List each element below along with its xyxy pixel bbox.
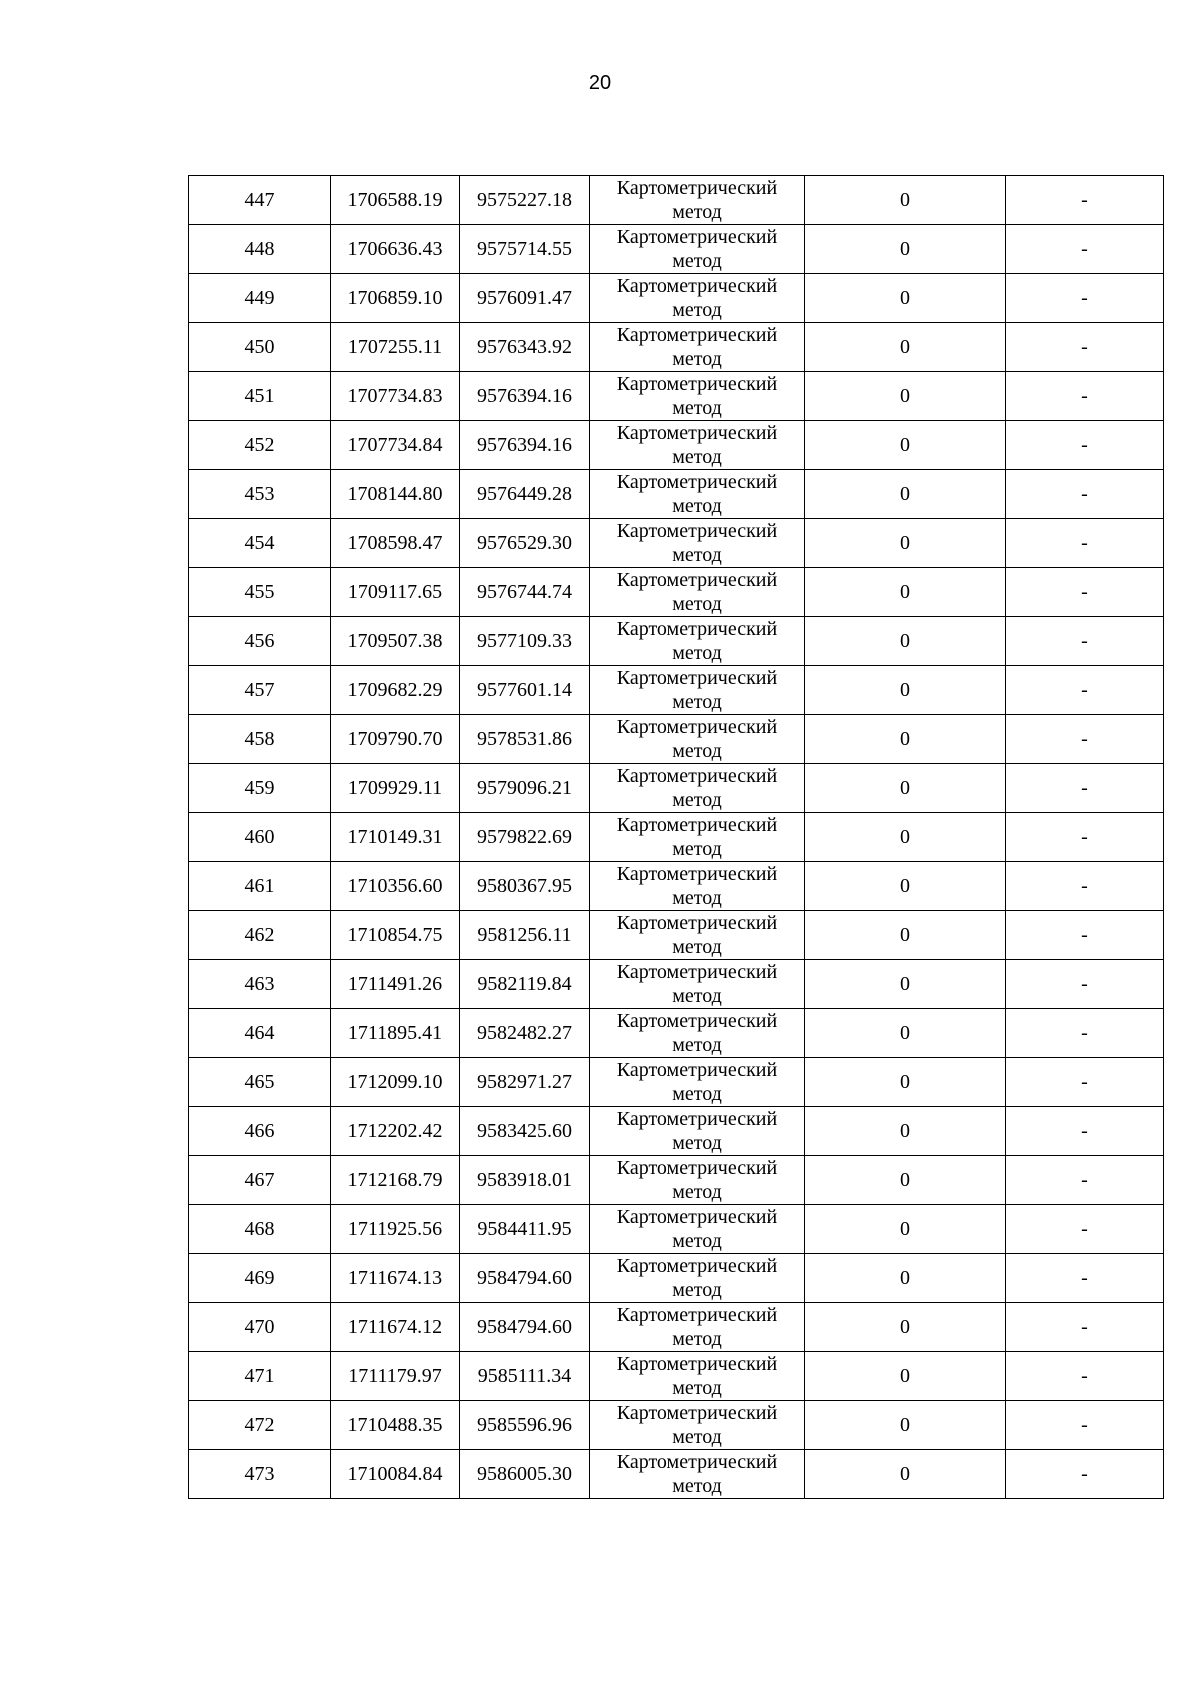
method-cell: Картометрический метод [590,323,805,372]
error-cell: 0 [805,911,1006,960]
point-number-cell: 472 [189,1401,331,1450]
x-coordinate-cell: 1709790.70 [331,715,460,764]
table-row [189,1205,1164,1254]
y-coordinate-cell: 9575714.55 [460,225,590,274]
y-coordinate-cell: 9584411.95 [460,1205,590,1254]
table-row [189,421,1164,470]
method-cell: Картометрический метод [590,1107,805,1156]
method-cell: Картометрический метод [590,764,805,813]
x-coordinate-cell: 1709507.38 [331,617,460,666]
table-row [189,568,1164,617]
method-cell: Картометрический метод [590,862,805,911]
error-cell: 0 [805,568,1006,617]
point-number-cell: 455 [189,568,331,617]
error-cell: 0 [805,421,1006,470]
x-coordinate-cell: 1710149.31 [331,813,460,862]
y-coordinate-cell: 9583425.60 [460,1107,590,1156]
note-cell: - [1006,274,1164,323]
error-cell: 0 [805,225,1006,274]
method-cell: Картометрический метод [590,666,805,715]
method-cell: Картометрический метод [590,568,805,617]
table-row [189,1450,1164,1499]
point-number-cell: 452 [189,421,331,470]
point-number-cell: 456 [189,617,331,666]
table-row [189,764,1164,813]
x-coordinate-cell: 1708144.80 [331,470,460,519]
table-body [189,176,1164,1499]
coordinates-table [188,175,1164,1499]
table-row [189,519,1164,568]
method-cell: Картометрический метод [590,519,805,568]
table-row [189,862,1164,911]
point-number-cell: 469 [189,1254,331,1303]
error-cell: 0 [805,960,1006,1009]
point-number-cell: 451 [189,372,331,421]
table-row [189,1009,1164,1058]
method-cell: Картометрический метод [590,1303,805,1352]
point-number-cell: 468 [189,1205,331,1254]
error-cell: 0 [805,1009,1006,1058]
error-cell: 0 [805,1107,1006,1156]
point-number-cell: 450 [189,323,331,372]
note-cell: - [1006,1450,1164,1499]
x-coordinate-cell: 1707734.84 [331,421,460,470]
y-coordinate-cell: 9576394.16 [460,421,590,470]
x-coordinate-cell: 1710084.84 [331,1450,460,1499]
point-number-cell: 463 [189,960,331,1009]
note-cell: - [1006,813,1164,862]
point-number-cell: 457 [189,666,331,715]
y-coordinate-cell: 9579096.21 [460,764,590,813]
note-cell: - [1006,225,1164,274]
note-cell: - [1006,715,1164,764]
note-cell: - [1006,1156,1164,1205]
x-coordinate-cell: 1712099.10 [331,1058,460,1107]
x-coordinate-cell: 1712202.42 [331,1107,460,1156]
y-coordinate-cell: 9577601.14 [460,666,590,715]
method-cell: Картометрический метод [590,470,805,519]
table-row [189,225,1164,274]
x-coordinate-cell: 1711895.41 [331,1009,460,1058]
y-coordinate-cell: 9575227.18 [460,176,590,225]
error-cell: 0 [805,372,1006,421]
x-coordinate-cell: 1710488.35 [331,1401,460,1450]
note-cell: - [1006,519,1164,568]
point-number-cell: 454 [189,519,331,568]
table-row [189,1401,1164,1450]
x-coordinate-cell: 1711674.13 [331,1254,460,1303]
point-number-cell: 460 [189,813,331,862]
point-number-cell: 471 [189,1352,331,1401]
error-cell: 0 [805,1303,1006,1352]
method-cell: Картометрический метод [590,1401,805,1450]
y-coordinate-cell: 9582971.27 [460,1058,590,1107]
error-cell: 0 [805,1450,1006,1499]
method-cell: Картометрический метод [590,1156,805,1205]
y-coordinate-cell: 9576091.47 [460,274,590,323]
error-cell: 0 [805,862,1006,911]
point-number-cell: 470 [189,1303,331,1352]
page-number: 20 [588,72,612,94]
y-coordinate-cell: 9578531.86 [460,715,590,764]
error-cell: 0 [805,617,1006,666]
point-number-cell: 464 [189,1009,331,1058]
table-row [189,1058,1164,1107]
point-number-cell: 466 [189,1107,331,1156]
note-cell: - [1006,1107,1164,1156]
x-coordinate-cell: 1711491.26 [331,960,460,1009]
y-coordinate-cell: 9584794.60 [460,1303,590,1352]
y-coordinate-cell: 9576449.28 [460,470,590,519]
y-coordinate-cell: 9576394.16 [460,372,590,421]
error-cell: 0 [805,1401,1006,1450]
method-cell: Картометрический метод [590,1058,805,1107]
table-row [189,960,1164,1009]
method-cell: Картометрический метод [590,960,805,1009]
y-coordinate-cell: 9585596.96 [460,1401,590,1450]
table-row [189,666,1164,715]
note-cell: - [1006,470,1164,519]
method-cell: Картометрический метод [590,911,805,960]
y-coordinate-cell: 9576529.30 [460,519,590,568]
error-cell: 0 [805,764,1006,813]
error-cell: 0 [805,274,1006,323]
method-cell: Картометрический метод [590,421,805,470]
note-cell: - [1006,1058,1164,1107]
table-row [189,470,1164,519]
error-cell: 0 [805,470,1006,519]
x-coordinate-cell: 1711674.12 [331,1303,460,1352]
method-cell: Картометрический метод [590,372,805,421]
error-cell: 0 [805,666,1006,715]
y-coordinate-cell: 9584794.60 [460,1254,590,1303]
note-cell: - [1006,960,1164,1009]
x-coordinate-cell: 1709682.29 [331,666,460,715]
note-cell: - [1006,1254,1164,1303]
note-cell: - [1006,862,1164,911]
point-number-cell: 473 [189,1450,331,1499]
point-number-cell: 462 [189,911,331,960]
method-cell: Картометрический метод [590,274,805,323]
x-coordinate-cell: 1707734.83 [331,372,460,421]
x-coordinate-cell: 1706859.10 [331,274,460,323]
table-row [189,176,1164,225]
table-row [189,274,1164,323]
x-coordinate-cell: 1707255.11 [331,323,460,372]
method-cell: Картометрический метод [590,1450,805,1499]
method-cell: Картометрический метод [590,813,805,862]
point-number-cell: 448 [189,225,331,274]
y-coordinate-cell: 9576343.92 [460,323,590,372]
table-row [189,1303,1164,1352]
x-coordinate-cell: 1711179.97 [331,1352,460,1401]
note-cell: - [1006,617,1164,666]
note-cell: - [1006,666,1164,715]
table-row [189,617,1164,666]
error-cell: 0 [805,176,1006,225]
point-number-cell: 465 [189,1058,331,1107]
note-cell: - [1006,911,1164,960]
table-row [189,1254,1164,1303]
x-coordinate-cell: 1711925.56 [331,1205,460,1254]
error-cell: 0 [805,1352,1006,1401]
method-cell: Картометрический метод [590,1009,805,1058]
error-cell: 0 [805,1205,1006,1254]
table-row [189,323,1164,372]
y-coordinate-cell: 9586005.30 [460,1450,590,1499]
x-coordinate-cell: 1710356.60 [331,862,460,911]
error-cell: 0 [805,1058,1006,1107]
y-coordinate-cell: 9582482.27 [460,1009,590,1058]
method-cell: Картометрический метод [590,715,805,764]
note-cell: - [1006,764,1164,813]
table-row [189,813,1164,862]
y-coordinate-cell: 9583918.01 [460,1156,590,1205]
y-coordinate-cell: 9581256.11 [460,911,590,960]
error-cell: 0 [805,1156,1006,1205]
error-cell: 0 [805,1254,1006,1303]
note-cell: - [1006,1205,1164,1254]
y-coordinate-cell: 9577109.33 [460,617,590,666]
y-coordinate-cell: 9579822.69 [460,813,590,862]
method-cell: Картометрический метод [590,617,805,666]
note-cell: - [1006,1303,1164,1352]
x-coordinate-cell: 1706636.43 [331,225,460,274]
x-coordinate-cell: 1708598.47 [331,519,460,568]
method-cell: Картометрический метод [590,1352,805,1401]
error-cell: 0 [805,715,1006,764]
x-coordinate-cell: 1712168.79 [331,1156,460,1205]
y-coordinate-cell: 9582119.84 [460,960,590,1009]
error-cell: 0 [805,813,1006,862]
table-row [189,715,1164,764]
note-cell: - [1006,1401,1164,1450]
point-number-cell: 459 [189,764,331,813]
note-cell: - [1006,568,1164,617]
x-coordinate-cell: 1710854.75 [331,911,460,960]
y-coordinate-cell: 9585111.34 [460,1352,590,1401]
x-coordinate-cell: 1709929.11 [331,764,460,813]
table-row [189,911,1164,960]
note-cell: - [1006,372,1164,421]
point-number-cell: 453 [189,470,331,519]
note-cell: - [1006,1352,1164,1401]
note-cell: - [1006,1009,1164,1058]
table-row [189,372,1164,421]
method-cell: Картометрический метод [590,176,805,225]
y-coordinate-cell: 9576744.74 [460,568,590,617]
point-number-cell: 458 [189,715,331,764]
method-cell: Картометрический метод [590,1205,805,1254]
table-row [189,1156,1164,1205]
x-coordinate-cell: 1706588.19 [331,176,460,225]
point-number-cell: 461 [189,862,331,911]
error-cell: 0 [805,323,1006,372]
note-cell: - [1006,421,1164,470]
table-row [189,1352,1164,1401]
point-number-cell: 467 [189,1156,331,1205]
note-cell: - [1006,323,1164,372]
error-cell: 0 [805,519,1006,568]
method-cell: Картометрический метод [590,1254,805,1303]
table-row [189,1107,1164,1156]
x-coordinate-cell: 1709117.65 [331,568,460,617]
method-cell: Картометрический метод [590,225,805,274]
point-number-cell: 447 [189,176,331,225]
point-number-cell: 449 [189,274,331,323]
y-coordinate-cell: 9580367.95 [460,862,590,911]
note-cell: - [1006,176,1164,225]
